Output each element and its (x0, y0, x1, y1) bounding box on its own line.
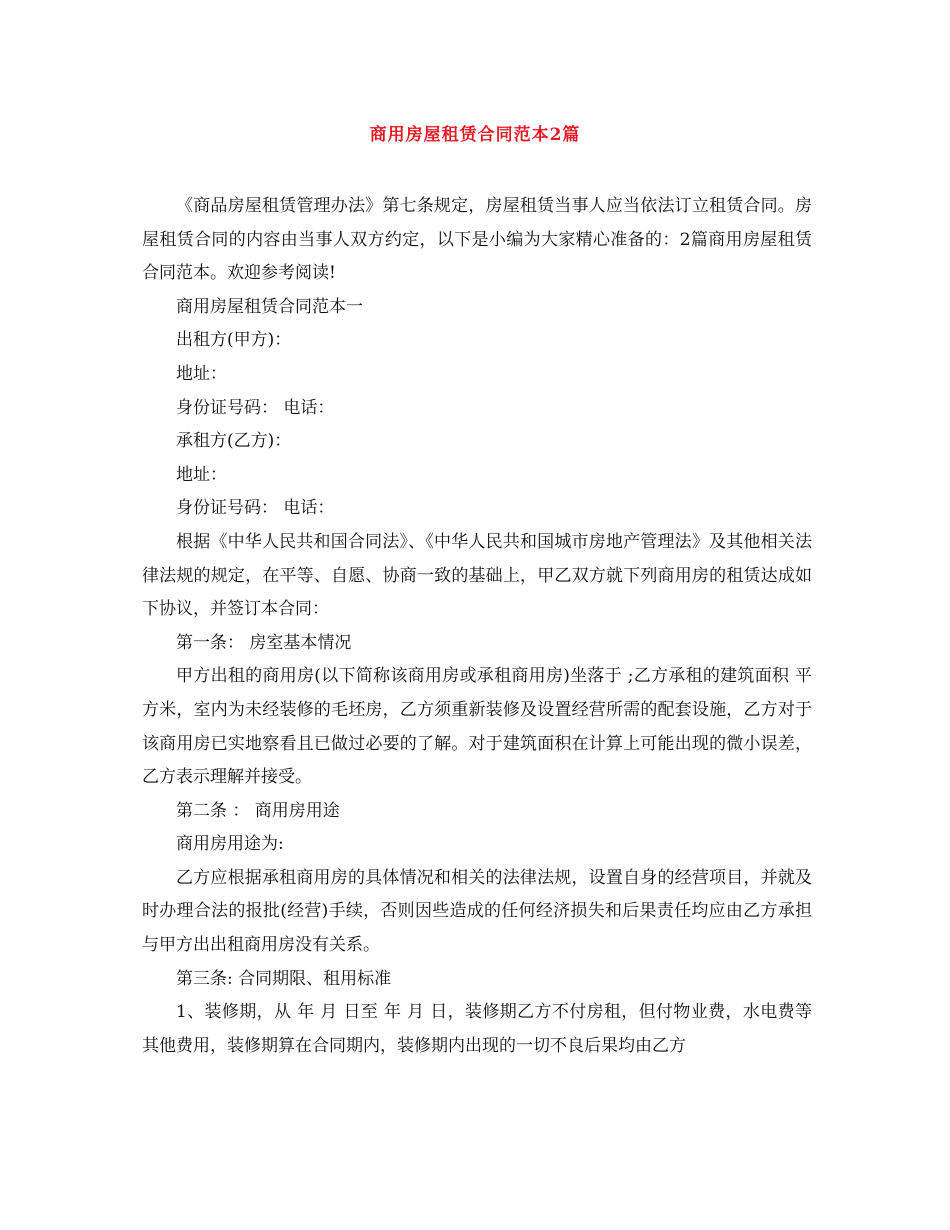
legal-basis-paragraph: 根据《中华人民共和国合同法》、《中华人民共和国城市房地产管理法》及其他相关法律法规的规定，在平等、自愿、协商一致的基础上，甲乙双方就下列商用房的租赁达成如下协议，并签订本合同： (142, 531, 812, 620)
document-title: 商用房屋租赁合同范本2篇 (369, 125, 581, 145)
lessor-id-phone-field: 身份证号码： 电话： (176, 397, 335, 418)
document-body (142, 190, 812, 1063)
lessor-address-field: 地址： (176, 363, 227, 384)
article-two-body: 乙方应根据承租商用房的具体情况和相关的法律法规，设置自身的经营项目，并就及时办理合法的报批(经营)手续，否则因些造成的任何经济损失和后果责任均应由乙方承担与甲方出出租商用房没有关系。 (142, 867, 812, 956)
article-two-use-field: 商用房用途为: (176, 834, 284, 855)
article-one-heading: 第一条： 房室基本情况 (176, 632, 352, 653)
article-one-body: 甲方出租的商用房(以下简称该商用房或承租商用房)坐落于 ;乙方承租的建筑面积 平方米，室内为未经装修的毛坯房，乙方须重新装修及设置经营所需的配套设施，乙方对于该商用房已实地察看且已做过必要的了解。对于建筑面积在计算上可能出现的微小误差，乙方表示理解并接受。 (142, 666, 812, 788)
article-three-item-one: 1、装修期，从 年 月 日至 年 月 日，装修期乙方不付房租，但付物业费，水电费等其他费用，装修期算在合同期内，装修期内出现的一切不良后果均由乙方 (142, 1002, 812, 1056)
lessee-address-field: 地址： (176, 464, 227, 485)
intro-paragraph: 《商品房屋租赁管理办法》第七条规定，房屋租赁当事人应当依法订立租赁合同。房屋租赁合同的内容由当事人双方约定，以下是小编为大家精心准备的：2篇商用房屋租赁合同范本。欢迎参考阅读! (142, 196, 812, 284)
article-three-heading: 第三条: 合同期限、租用标准 (176, 968, 392, 989)
lessee-field: 承租方(乙方)： (176, 431, 292, 452)
section-heading-contract-one: 商用房屋租赁合同范本一 (176, 296, 363, 317)
lessee-id-phone-field: 身份证号码： 电话： (176, 498, 335, 519)
lessor-field: 出租方(甲方)： (176, 330, 292, 351)
article-two-heading: 第二条 ： 商用房用途 (176, 800, 340, 821)
